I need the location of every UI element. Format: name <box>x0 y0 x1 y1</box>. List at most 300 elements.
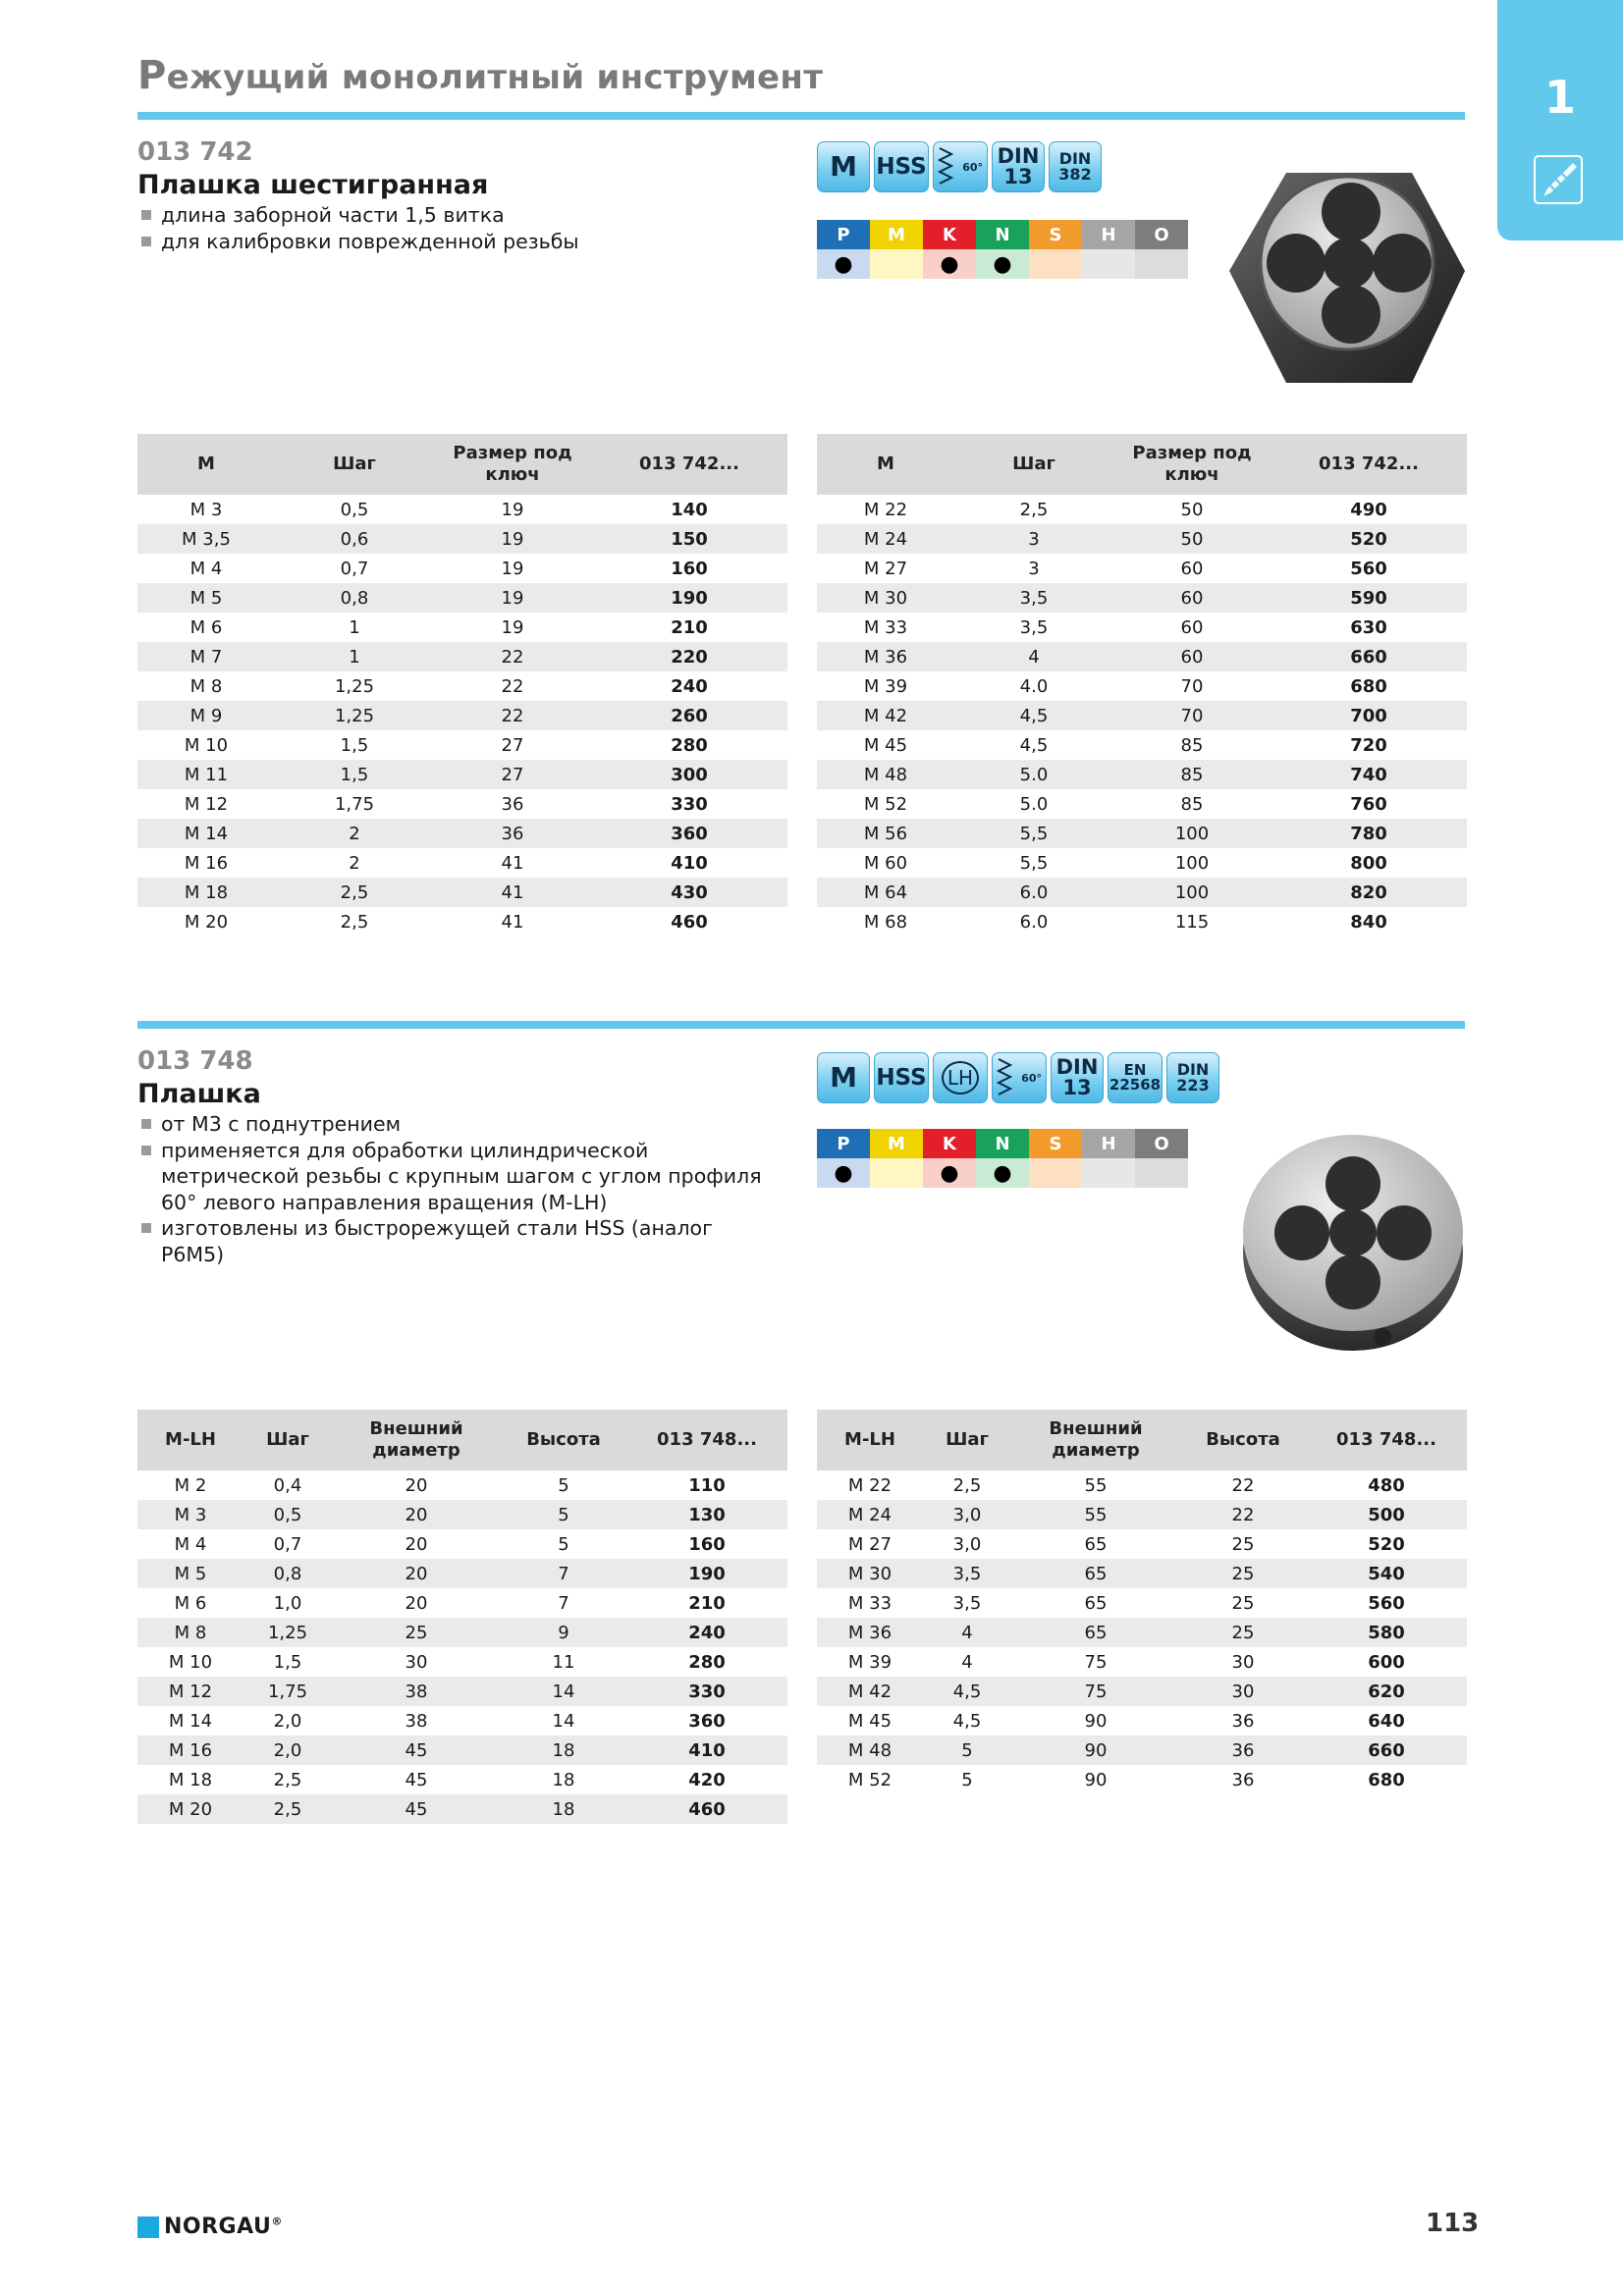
table-cell: 410 <box>671 852 708 874</box>
column-header: Высота <box>501 1410 626 1470</box>
table-body <box>137 495 787 936</box>
table-cell: 3,5 <box>952 1592 982 1614</box>
material-header-m: M <box>870 1129 923 1158</box>
material-header-n: N <box>976 220 1029 249</box>
table-cell: 22 <box>434 642 591 671</box>
table-row <box>817 583 1467 613</box>
table-cell: M 14 <box>168 1710 213 1732</box>
table-cell: 14 <box>552 1710 575 1732</box>
material-cell-s <box>1029 1158 1082 1188</box>
table-cell: 500 <box>1306 1500 1467 1529</box>
column-header: M <box>137 434 275 495</box>
table-cell: M 4 <box>189 558 223 579</box>
table-row <box>137 1677 787 1706</box>
table-cell: 25 <box>1231 1592 1255 1614</box>
table-cell: 3 <box>1028 558 1040 579</box>
thread-angle-label: 60° <box>962 160 983 174</box>
table-cell: 90 <box>1084 1710 1108 1732</box>
table-cell: 85 <box>1180 793 1204 815</box>
table-cell: 45 <box>405 1769 428 1790</box>
table-cell: M 52 <box>847 1769 893 1790</box>
table-cell: 360 <box>688 1710 726 1732</box>
table-cell: 540 <box>1306 1559 1467 1588</box>
table-cell: 360 <box>591 819 787 848</box>
table-cell: 60 <box>1113 583 1271 613</box>
material-header-s: S <box>1029 1129 1082 1158</box>
table-cell: 9 <box>501 1618 626 1647</box>
table-row <box>137 1735 787 1765</box>
table-cell: 30 <box>1231 1651 1255 1673</box>
table-cell: 260 <box>591 701 787 730</box>
table-cell: M 10 <box>168 1651 213 1673</box>
material-grid <box>817 220 1188 279</box>
table-cell: 22 <box>1231 1474 1255 1496</box>
table-cell: 190 <box>626 1559 787 1588</box>
brand-logo-mark <box>137 2216 159 2238</box>
table-cell: 14 <box>501 1677 626 1706</box>
table-cell: 45 <box>332 1735 501 1765</box>
table-cell: M 3,5 <box>137 524 275 554</box>
table-cell: 1,5 <box>273 1651 302 1673</box>
table-cell: 65 <box>1084 1592 1108 1614</box>
column-header: Внешний диаметр <box>332 1410 501 1470</box>
column-header: M-LH <box>817 1410 923 1470</box>
column-header: Размер под ключ <box>434 434 591 495</box>
table-cell: 2,0 <box>243 1735 332 1765</box>
table-cell: M 48 <box>817 760 954 789</box>
table-body <box>817 1470 1467 1794</box>
material-cell-h <box>1082 1158 1135 1188</box>
material-cell-s <box>1029 249 1082 279</box>
table-cell: 2,5 <box>1019 499 1049 520</box>
table-cell: 85 <box>1113 760 1271 789</box>
table-cell: M 20 <box>184 911 229 933</box>
table-cell: M 9 <box>137 701 275 730</box>
section-rule <box>137 1021 1465 1029</box>
round-die-icon <box>1235 1123 1467 1355</box>
table-cell: 560 <box>1350 558 1387 579</box>
table-cell: 330 <box>626 1677 787 1706</box>
table-row <box>817 1765 1467 1794</box>
material-header-m: M <box>870 220 923 249</box>
table-cell: 420 <box>688 1769 726 1790</box>
table-cell: 36 <box>501 793 524 815</box>
table-cell: M 12 <box>184 793 229 815</box>
table-row <box>137 1500 787 1529</box>
table-row <box>817 1559 1467 1588</box>
table-cell: 780 <box>1271 819 1467 848</box>
table-cell: 27 <box>434 760 591 789</box>
table-row <box>817 848 1467 878</box>
table-cell: 36 <box>434 819 591 848</box>
table-cell: 520 <box>1368 1533 1405 1555</box>
dimension-table-left <box>137 434 787 936</box>
table-cell: 36 <box>1180 1735 1306 1765</box>
table-row <box>137 671 787 701</box>
table-cell: 30 <box>1180 1677 1306 1706</box>
table-row <box>817 642 1467 671</box>
feature-item: от М3 с поднутрением <box>139 1111 768 1138</box>
table-cell: M 3 <box>137 1500 243 1529</box>
table-cell: 50 <box>1113 524 1271 554</box>
table-cell: 820 <box>1271 878 1467 907</box>
table-row <box>817 495 1467 524</box>
column-header: Размер под ключ <box>1113 434 1271 495</box>
column-header: Шаг <box>954 434 1113 495</box>
table-cell: 65 <box>1011 1618 1180 1647</box>
table-cell: 580 <box>1306 1618 1467 1647</box>
table-cell: M 8 <box>137 1618 243 1647</box>
table-cell: M 5 <box>137 583 275 613</box>
thread-angle-icon <box>992 1052 1047 1103</box>
drill-icon <box>1534 155 1583 204</box>
table-cell: 4,5 <box>954 701 1113 730</box>
table-cell: 600 <box>1368 1651 1405 1673</box>
table-cell: M 14 <box>137 819 275 848</box>
feature-item: применяется для обработки цилиндрической метрической резьбы с крупным шагом с углом профиля 60° левого направления вращения (M-LH) <box>139 1138 768 1216</box>
table-cell: 490 <box>1350 499 1387 520</box>
table-cell: M 7 <box>137 642 275 671</box>
table-cell: 5.0 <box>954 760 1113 789</box>
table-cell: 460 <box>671 911 708 933</box>
table-row <box>817 907 1467 936</box>
table-cell: M 4 <box>174 1533 207 1555</box>
table-cell: 2 <box>349 852 360 874</box>
table-row <box>817 760 1467 789</box>
brand-name: NORGAU® <box>164 2215 283 2239</box>
table-cell: 20 <box>405 1533 428 1555</box>
table-cell: 22 <box>434 701 591 730</box>
table-cell: M 45 <box>863 734 908 756</box>
table-cell: 620 <box>1306 1677 1467 1706</box>
table-cell: M 30 <box>817 583 954 613</box>
table-cell: M 12 <box>137 1677 243 1706</box>
table-row <box>137 789 787 819</box>
table-row <box>817 554 1467 583</box>
material-header-o: O <box>1135 220 1188 249</box>
table-cell: 2,5 <box>340 911 369 933</box>
hex-die-icon <box>1225 165 1467 391</box>
table-cell: 0,5 <box>243 1500 332 1529</box>
table-cell: 3,5 <box>1019 616 1049 638</box>
table-cell: 520 <box>1271 524 1467 554</box>
dimension-table-right <box>817 434 1467 936</box>
table-cell: 5.0 <box>1019 793 1049 815</box>
table-row <box>817 819 1467 848</box>
table-cell: 1 <box>275 642 434 671</box>
feature-item: длина заборной части 1,5 витка <box>139 202 748 229</box>
table-row <box>137 1765 787 1794</box>
column-header: Высота <box>1180 1410 1306 1470</box>
table-cell: 0,8 <box>243 1559 332 1588</box>
table-body <box>137 1470 787 1824</box>
table-cell: 100 <box>1113 878 1271 907</box>
chapter-number: 1 <box>1543 71 1576 124</box>
table-row <box>817 789 1467 819</box>
table-row <box>137 1529 787 1559</box>
badge-din13: DIN 13 <box>992 141 1045 192</box>
table-cell: 65 <box>1011 1559 1180 1588</box>
table-row <box>817 730 1467 760</box>
table-cell: 25 <box>1180 1559 1306 1588</box>
table-row <box>137 819 787 848</box>
table-cell: 70 <box>1113 701 1271 730</box>
table-cell: 55 <box>1084 1474 1108 1496</box>
column-header: M-LH <box>137 1410 243 1470</box>
table-cell: 410 <box>626 1735 787 1765</box>
table-cell: 110 <box>688 1474 726 1496</box>
table-row <box>817 1647 1467 1677</box>
table-body <box>817 495 1467 936</box>
table-cell: 3,0 <box>923 1500 1011 1529</box>
table-cell: 5 <box>923 1735 1011 1765</box>
table-row <box>137 1706 787 1735</box>
table-cell: 1 <box>349 616 360 638</box>
table-cell: M 68 <box>863 911 908 933</box>
badge-row <box>817 1052 1219 1103</box>
table-row <box>137 1470 787 1500</box>
table-cell: 680 <box>1368 1769 1405 1790</box>
table-cell: 115 <box>1174 911 1210 933</box>
table-cell: 0,4 <box>273 1474 302 1496</box>
table-row <box>817 1735 1467 1765</box>
material-cell-n: ● <box>976 249 1029 279</box>
table-cell: M 16 <box>184 852 229 874</box>
table-cell: M 33 <box>847 1592 893 1614</box>
table-cell: 280 <box>671 734 708 756</box>
table-cell: M 42 <box>817 701 954 730</box>
table-cell: 4.0 <box>1019 675 1049 697</box>
material-header-k: K <box>923 1129 976 1158</box>
table-cell: 640 <box>1368 1710 1405 1732</box>
table-cell: 1,5 <box>340 734 369 756</box>
table-cell: 760 <box>1350 793 1387 815</box>
material-grid <box>817 1129 1188 1188</box>
table-cell: 19 <box>501 616 524 638</box>
left-hand-label: LH <box>942 1061 979 1095</box>
table-cell: 700 <box>1271 701 1467 730</box>
table-row <box>137 878 787 907</box>
material-header-n: N <box>976 1129 1029 1158</box>
table-cell: 1,75 <box>243 1677 332 1706</box>
table-cell: M 64 <box>817 878 954 907</box>
table-cell: M 24 <box>817 524 954 554</box>
table-cell: 800 <box>1350 852 1387 874</box>
table-cell: M 30 <box>817 1559 923 1588</box>
column-header: 013 748... <box>626 1410 787 1470</box>
table-cell: M 36 <box>817 642 954 671</box>
table-row <box>137 730 787 760</box>
table-cell: 65 <box>1084 1533 1108 1555</box>
table-cell: 75 <box>1084 1651 1108 1673</box>
table-row <box>137 1618 787 1647</box>
badge-metric: M <box>817 1052 870 1103</box>
table-cell: 85 <box>1180 734 1204 756</box>
table-cell: 5 <box>558 1533 569 1555</box>
material-cell-m <box>870 249 923 279</box>
table-row <box>817 1588 1467 1618</box>
table-cell: 100 <box>1113 819 1271 848</box>
column-header: 013 748... <box>1306 1410 1467 1470</box>
table-cell: 20 <box>332 1500 501 1529</box>
table-cell: 60 <box>1180 558 1204 579</box>
table-cell: 19 <box>434 583 591 613</box>
table-cell: 4 <box>923 1618 1011 1647</box>
table-cell: 25 <box>1180 1618 1306 1647</box>
table-row <box>817 524 1467 554</box>
table-cell: M 36 <box>817 1618 923 1647</box>
feature-item: изготовлены из быстрорежущей стали HSS (аналог Р6М5) <box>139 1215 768 1267</box>
material-cell-k: ● <box>923 249 976 279</box>
table-cell: M 33 <box>863 616 908 638</box>
table-cell: 660 <box>1271 642 1467 671</box>
table-cell: 240 <box>626 1618 787 1647</box>
material-cell-h <box>1082 249 1135 279</box>
feature-list <box>139 1111 768 1267</box>
table-cell: 20 <box>405 1592 428 1614</box>
table-cell: M 39 <box>847 1651 893 1673</box>
product-name: Плашка шестигранная <box>137 170 489 200</box>
table-cell: 330 <box>671 793 708 815</box>
badge-hss: HSS <box>874 1052 929 1103</box>
product-code: 013 748 <box>137 1046 253 1076</box>
material-header-k: K <box>923 220 976 249</box>
table-cell: 1,25 <box>275 701 434 730</box>
table-cell: 11 <box>552 1651 575 1673</box>
table-row <box>137 495 787 524</box>
table-cell: 25 <box>1231 1533 1255 1555</box>
table-row <box>817 1706 1467 1735</box>
badge-en22568: EN 22568 <box>1108 1052 1163 1103</box>
table-row <box>817 878 1467 907</box>
table-cell: 280 <box>688 1651 726 1673</box>
title-rule <box>137 112 1465 120</box>
table-cell: 1,25 <box>243 1618 332 1647</box>
table-cell: 50 <box>1180 499 1204 520</box>
table-cell: M 16 <box>137 1735 243 1765</box>
table-cell: 19 <box>501 499 524 520</box>
table-cell: 1,5 <box>275 760 434 789</box>
table-row <box>137 1794 787 1824</box>
product-code: 013 742 <box>137 137 253 167</box>
table-cell: 430 <box>591 878 787 907</box>
table-cell: 3,5 <box>923 1559 1011 1588</box>
table-cell: M 52 <box>863 793 908 815</box>
table-cell: M 60 <box>863 852 908 874</box>
table-row <box>137 907 787 936</box>
table-cell: 240 <box>671 675 708 697</box>
table-cell: 5 <box>501 1500 626 1529</box>
table-cell: 2,5 <box>952 1474 982 1496</box>
table-cell: 0,5 <box>340 499 369 520</box>
table-cell: M 2 <box>174 1474 207 1496</box>
column-header: 013 742... <box>1271 434 1467 495</box>
table-cell: 38 <box>405 1710 428 1732</box>
table-cell: 22 <box>501 675 524 697</box>
table-row <box>137 583 787 613</box>
table-cell: 70 <box>1180 675 1204 697</box>
table-cell: 680 <box>1350 675 1387 697</box>
table-cell: M 18 <box>168 1769 213 1790</box>
table-row <box>817 1500 1467 1529</box>
table-cell: M 18 <box>137 878 275 907</box>
table-cell: 60 <box>1113 642 1271 671</box>
page-number: 113 <box>1426 2209 1480 2238</box>
table-cell: 25 <box>332 1618 501 1647</box>
table-cell: M 5 <box>137 1559 243 1588</box>
table-cell: 90 <box>1011 1735 1180 1765</box>
table-cell: 55 <box>1011 1500 1180 1529</box>
table-cell: 210 <box>688 1592 726 1614</box>
table-cell: M 56 <box>817 819 954 848</box>
table-row <box>817 1470 1467 1500</box>
material-cell-o <box>1135 249 1188 279</box>
table-cell: 720 <box>1350 734 1387 756</box>
table-cell: 100 <box>1174 852 1210 874</box>
table-cell: 0,8 <box>275 583 434 613</box>
table-cell: 5,5 <box>954 819 1113 848</box>
badge-hss: HSS <box>874 141 929 192</box>
material-cell-p: ● <box>817 249 870 279</box>
table-cell: M 48 <box>817 1735 923 1765</box>
table-cell: 4 <box>954 642 1113 671</box>
table-cell: 590 <box>1271 583 1467 613</box>
table-cell: 6.0 <box>1019 911 1049 933</box>
table-cell: 460 <box>626 1794 787 1824</box>
table-cell: 190 <box>591 583 787 613</box>
thread-angle-label: 60° <box>1021 1071 1042 1085</box>
badge-din382: DIN 382 <box>1049 141 1102 192</box>
material-header-o: O <box>1135 1129 1188 1158</box>
table-cell: 1,25 <box>334 675 375 697</box>
table-cell: 0,6 <box>275 524 434 554</box>
table-cell: 740 <box>1271 760 1467 789</box>
table-cell: 150 <box>591 524 787 554</box>
table-cell: 0,7 <box>273 1533 302 1555</box>
table-cell: M 39 <box>863 675 908 697</box>
table-cell: 560 <box>1368 1592 1405 1614</box>
dimension-table-left <box>137 1410 787 1824</box>
material-cell-p: ● <box>817 1158 870 1188</box>
product-name: Плашка <box>137 1079 261 1109</box>
material-header-h: H <box>1082 220 1135 249</box>
table-cell: M 42 <box>817 1677 923 1706</box>
table-row <box>137 524 787 554</box>
table-cell: 2,5 <box>273 1769 302 1790</box>
table-cell: M 27 <box>847 1533 893 1555</box>
table-cell: M 10 <box>184 734 229 756</box>
table-row <box>817 671 1467 701</box>
table-cell: 18 <box>552 1769 575 1790</box>
table-cell: 140 <box>671 499 708 520</box>
column-header: M <box>817 434 954 495</box>
table-row <box>137 1588 787 1618</box>
table-cell: 6.0 <box>954 878 1113 907</box>
table-cell: 38 <box>332 1677 501 1706</box>
table-row <box>817 1677 1467 1706</box>
table-cell: 18 <box>501 1794 626 1824</box>
table-cell: 5 <box>558 1474 569 1496</box>
material-cell-k: ● <box>923 1158 976 1188</box>
table-cell: 130 <box>626 1500 787 1529</box>
table-row <box>137 760 787 789</box>
table-cell: 75 <box>1011 1677 1180 1706</box>
table-cell: 660 <box>1306 1735 1467 1765</box>
table-cell: 4,5 <box>923 1677 1011 1706</box>
material-cell-n: ● <box>976 1158 1029 1188</box>
page-title: Режущий монолитный инструмент <box>137 53 824 98</box>
table-cell: 3 <box>954 524 1113 554</box>
